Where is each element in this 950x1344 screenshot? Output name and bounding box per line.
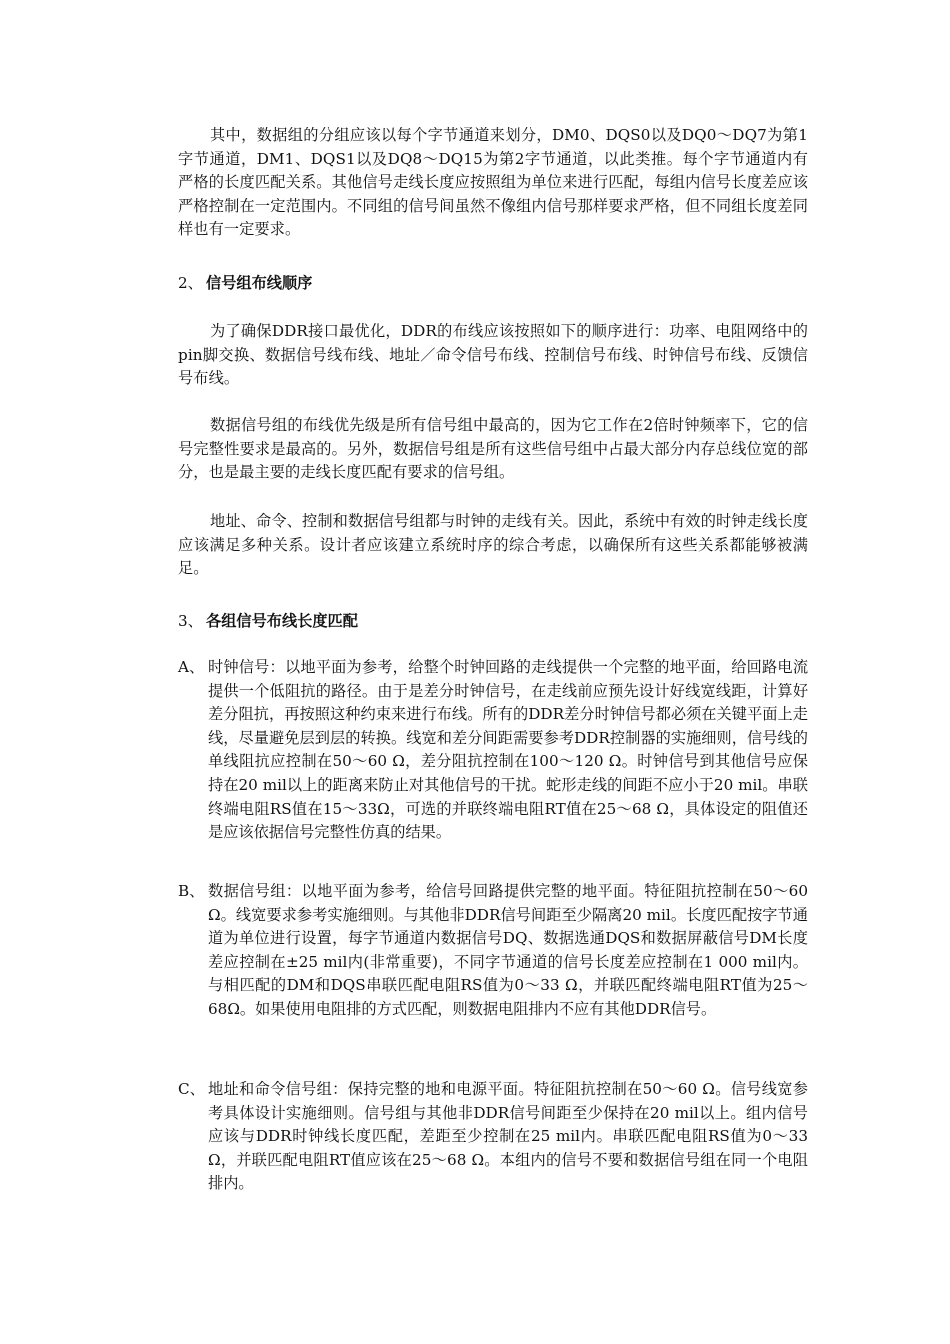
- list-item-address-command-signals: [178, 1078, 808, 1196]
- paragraph-clock-relations: 地址、命令、控制和数据信号组都与时钟的走线有关。因此，系统中有效的时钟走线长度应该满足多种关系。设计者应该建立系统时序的综合考虑，以确保所有这些关系都能够被满足。: [178, 512, 808, 578]
- list-marker-c: C、: [178, 1080, 205, 1098]
- list-item-data-signals: [178, 880, 808, 1022]
- paragraph-data-priority: 数据信号组的布线优先级是所有信号组中最高的，因为它工作在2倍时钟频率下，它的信号完整性要求是最高的。另外，数据信号组是所有这些信号组中占最大部分内存总线位宽的部分，也是最主要的走线长度匹配有要求的信号组。: [178, 416, 808, 482]
- section-number-2: 2、: [178, 274, 203, 292]
- paragraph-data-group-partition: 其中，数据组的分组应该以每个字节通道来划分，DM0、DQS0以及DQ0～DQ7为第1字节通道，DM1、DQS1以及DQ8～DQ15为第2字节通道，以此类推。每个字节通道内有严格的长度匹配关系。其他信号走线长度应按照组为单位来进行匹配，每组内信号长度差应该严格控制在一定范围内。不同组的信号间虽然不像组内信号那样要求严格，但不同组长度差同样也有一定要求。: [178, 126, 808, 239]
- list-text-b: 数据信号组：以地平面为参考，给信号回路提供完整的地平面。特征阻抗控制在50～60 Ω。线宽要求参考实施细则。与其他非DDR信号间距至少隔离20 mil。长度匹配按字节通道为单位进行设置，每字节通道内数据信号DQ、数据选通DQS和数据屏蔽信号DM长度差应控制在±25 mil内(非常重要)，不同字节通道的信号长度差应控制在1 000 mil内。与相匹配的DM和DQS串联匹配电阻RS值为0～33 Ω，并联匹配终端电阻RT值为25～68Ω。如果使用电阻排的方式匹配，则数据电阻排内不应有其他DDR信号。: [208, 882, 808, 1018]
- section-title-3: 各组信号布线长度匹配: [206, 612, 358, 630]
- section-number-3: 3、: [178, 612, 203, 630]
- section-title-2: 信号组布线顺序: [206, 274, 313, 292]
- list-text-c: 地址和命令信号组：保持完整的地和电源平面。特征阻抗控制在50～60 Ω。信号线宽参考具体设计实施细则。信号组与其他非DDR信号间距至少保持在20 mil以上。组内信号应该与DDR时钟线长度匹配，差距至少控制在25 mil内。串联匹配电阻RS值为0～33 Ω，并联匹配电阻RT值应该在25～68 Ω。本组内的信号不要和数据信号组在同一个电阻排内。: [208, 1080, 808, 1193]
- section-heading-3: [178, 610, 808, 634]
- list-text-a: 时钟信号：以地平面为参考，给整个时钟回路的走线提供一个完整的地平面，给回路电流提供一个低阻抗的路径。由于是差分时钟信号，在走线前应预先设计好线宽线距，计算好差分阻抗，再按照这种约束来进行布线。所有的DDR差分时钟信号都必须在关键平面上走线，尽量避免层到层的转换。线宽和差分间距需要参考DDR控制器的实施细则，信号线的单线阻抗应控制在50～60 Ω，差分阻抗控制在100～120 Ω。时钟信号到其他信号应保持在20 mil以上的距离来防止对其他信号的干扰。蛇形走线的间距不应小于20 mil。串联终端电阻RS值在15～33Ω，可选的并联终端电阻RT值在25～68 Ω，具体设定的阻值还是应该依据信号完整性仿真的结果。: [208, 658, 808, 842]
- list-marker-b: B、: [178, 882, 205, 900]
- section-heading-2: [178, 272, 808, 296]
- list-marker-a: A、: [178, 658, 205, 676]
- list-item-clock-signals: [178, 656, 808, 845]
- paragraph-routing-order: 为了确保DDR接口最优化，DDR的布线应该按照如下的顺序进行：功率、电阻网络中的pin脚交换、数据信号线布线、地址／命令信号布线、控制信号布线、时钟信号布线、反馈信号布线。: [178, 322, 808, 388]
